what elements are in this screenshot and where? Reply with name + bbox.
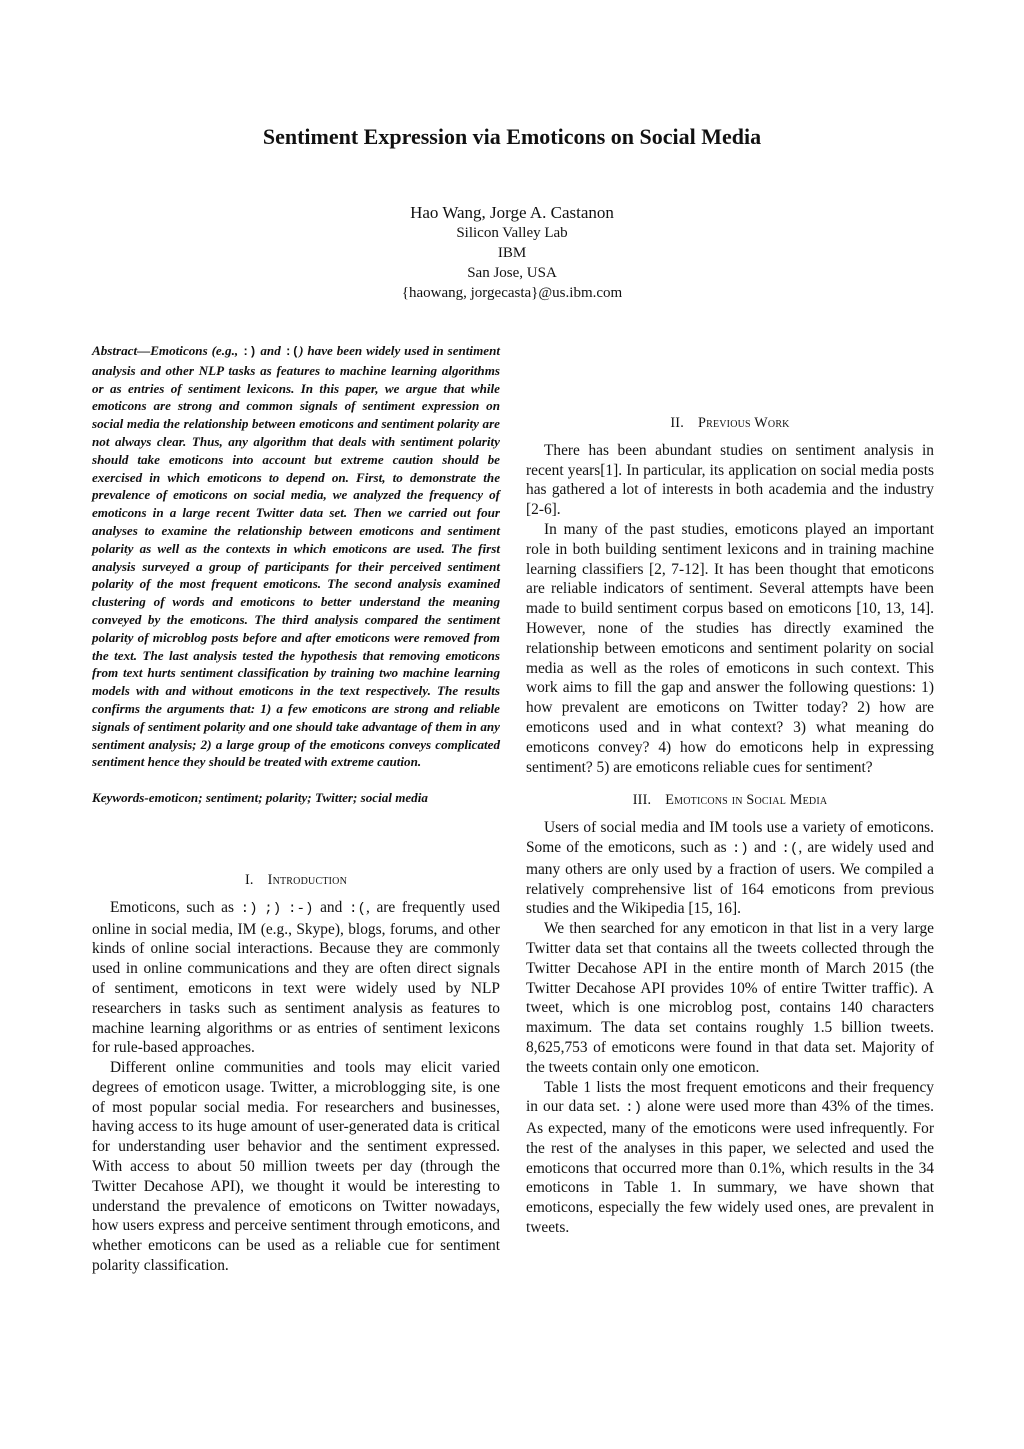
- intro-emoticon-1: :): [240, 900, 258, 917]
- emoticons-emoticon-1: :): [731, 840, 749, 857]
- emoticons-p1-rest: , are widely used and many others are only used by a fraction of users. We compiled a relatively comprehensive list of 164 emoticons from previous studies and the Wikipedia [15, 16].: [526, 838, 934, 918]
- affiliation-location: San Jose, USA: [467, 265, 557, 281]
- intro-p1-rest: , are frequently used online in social media, IM (e.g., Skype), blogs, forums, and other kinds of online social interactions. Because they are commonly used in online communications and they are often direct signals of sentiment, emoticons in text were widely used by NLP researchers in tasks such as sentiment analysis as features to machine learning algorithms or as entries of sentiment lexicons for rule-based approaches.: [92, 898, 500, 1057]
- emoticons-paragraph-2: We then searched for any emoticon in that list in a very large Twitter data set that contains all the tweets collected through the Twitter Decahose API in the entire month of March 2015 (the Twitter Decahose API provides 10% of entire Twitter traffic). A tweet, which is one microblog post, contains 140 characters maximum. The data set contains roughly 1.5 billion tweets. 8,625,753 of emoticons were found in that data set. Majority of the tweets contain only one emoticon.: [526, 920, 934, 1076]
- emoticons-p3-lead: Table 1 lists the most frequent emoticons and their frequency in our data set.: [526, 1078, 934, 1116]
- emoticons-and: and: [748, 838, 782, 856]
- section-title: Previous Work: [697, 415, 790, 431]
- intro-emoticon-2: ;): [264, 900, 282, 917]
- left-column: [92, 342, 500, 1276]
- emoticons-p3-emoticon: :): [625, 1100, 643, 1117]
- paper-title: Sentiment Expression via Emoticons on Social Media: [262, 124, 762, 149]
- abstract-body: ) have been widely used in sentiment analysis and other NLP tasks as features to machine learning algorithms or as entries of sentiment lexicons. In this paper, we argue that while emoticons are strong and common signals of sentiment expression on social media the relationship between emoticons and sentiment polarity are not always clear. Thus, any algorithm that deals with sentiment polarity should take emoticons into account but extreme caution should be exercised in which emoticons to depend on. First, to demonstrate the prevalence of emoticons on social media, we analyzed the frequency of emoticons in a large recent Twitter data set. Then we carried out four analyses to examine the relationship between emoticons and sentiment polarity as well as the contexts in which emoticons are used. The first analysis surveyed a group of participants for their perceived sentiment polarity of the most frequent emoticons. The second analysis examined clustering of words and emoticons to better understand the meaning conveyed by the emoticons. The third analysis compared the sentiment polarity of microblog posts before and after emoticons were removed from the text. The last analysis tested the hypothesis that removing emoticons from text hurts sentiment classification by training two machine learning models with and without emoticons in the text respectively. The results confirms the arguments that: 1) a few emoticons are strong and reliable signals of sentiment polarity and one should take advantage of them in any sentiment analysis; 2) a large group of the emoticons conveys complicated sentiment hence they should be treated with extreme caution.: [92, 343, 500, 770]
- affiliation-lab: Silicon Valley Lab: [456, 225, 568, 241]
- section-heading-introduction: [92, 871, 500, 891]
- intro-emoticon-4: :(: [348, 900, 366, 917]
- emoticons-paragraph-1: [526, 818, 934, 919]
- intro-p1-lead: Emoticons, such as: [110, 898, 241, 916]
- section-number: I.: [244, 871, 254, 888]
- abstract-lead: Abstract—Emoticons (e.g.,: [92, 343, 243, 358]
- section-number: II.: [670, 415, 684, 431]
- right-column: [526, 342, 934, 1238]
- section-title: Introduction: [267, 871, 347, 888]
- section-title: Emoticons in Social Media: [665, 792, 828, 809]
- previous-paragraph-2: In many of the past studies, emoticons played an important role in both building sentiment lexicons and in training machine learning classifiers [2, 7-12]. It has been thought that emoticons are reliable indicators of sentiment. Several attempts have been made to build sentiment corpus based on emoticons [10, 13, 14]. However, none of the studies has directly examined the relationship between emoticons and sentiment polarity on social media as well as the roles of emoticons in such context. This work aims to fill the gap and answer the following questions: 1) how prevalent are emoticons on Twitter today? 2) how are emoticons used and in what context? 3) what meaning do emoticons convey? 4) how do emoticons help in expressing sentiment? 5) are emoticons reliable cues for sentiment?: [526, 520, 934, 776]
- emoticons-p1-lead: Users of social media and IM tools use a variety of emoticons. Some of the emoticons, such as: [526, 819, 934, 856]
- abstract-emoticon-smile: :): [242, 345, 257, 359]
- author-email: {haowang, jorgecasta}@us.ibm.com: [401, 285, 623, 301]
- abstract: [92, 342, 500, 771]
- emoticons-p3-rest: alone were used more than 43% of the times. As expected, many of the emoticons were used infrequently. For the rest of the analyses in this paper, we selected and used the emoticons that occurred more than 0.1%, which results in the 34 emoticons in Table 1. In summary, we have shown that emoticons, especially the few widely used ones, are prevalent in tweets.: [526, 1098, 934, 1237]
- section-heading-emoticons: [526, 791, 934, 811]
- abstract-and: and: [256, 343, 285, 358]
- section-heading-previous-work: [526, 414, 934, 434]
- previous-paragraph-1: There has been abundant studies on sentiment analysis in recent years[1]. In particular, its application on social media posts has gathered a lot of interests in both academia and the industry [2-6].: [526, 441, 934, 519]
- affiliation-company: IBM: [497, 245, 527, 261]
- abstract-emoticon-frown: :(: [284, 345, 300, 359]
- section-number: III.: [632, 792, 652, 809]
- intro-paragraph-1: [92, 898, 500, 1058]
- intro-paragraph-2: Different online communities and tools may elicit varied degrees of emoticon usage. Twitter, a microblogging site, is one of most popular social media. For researchers and businesses, having access to its huge amount of user-generated data is critical for understanding user behavior and the sentiment expressed. With access to about 50 million tweets per day (through the Twitter Decahose API), we thought it would be interesting to understand the prevalence of emoticons on Twitter nowadays, how users express and perceive sentiment through emoticons, and whether emoticons can be used as a reliable cue for sentiment polarity classification.: [92, 1059, 500, 1275]
- keywords: Keywords-emoticon; sentiment; polarity; Twitter; social media: [92, 790, 428, 806]
- author-block: [0, 203, 1024, 303]
- intro-and: and: [313, 898, 349, 916]
- author-names: Hao Wang, Jorge A. Castanon: [410, 203, 614, 222]
- emoticons-emoticon-2: :(: [781, 840, 799, 857]
- intro-emoticon-3: :-): [287, 900, 314, 917]
- emoticons-paragraph-3: [526, 1078, 934, 1238]
